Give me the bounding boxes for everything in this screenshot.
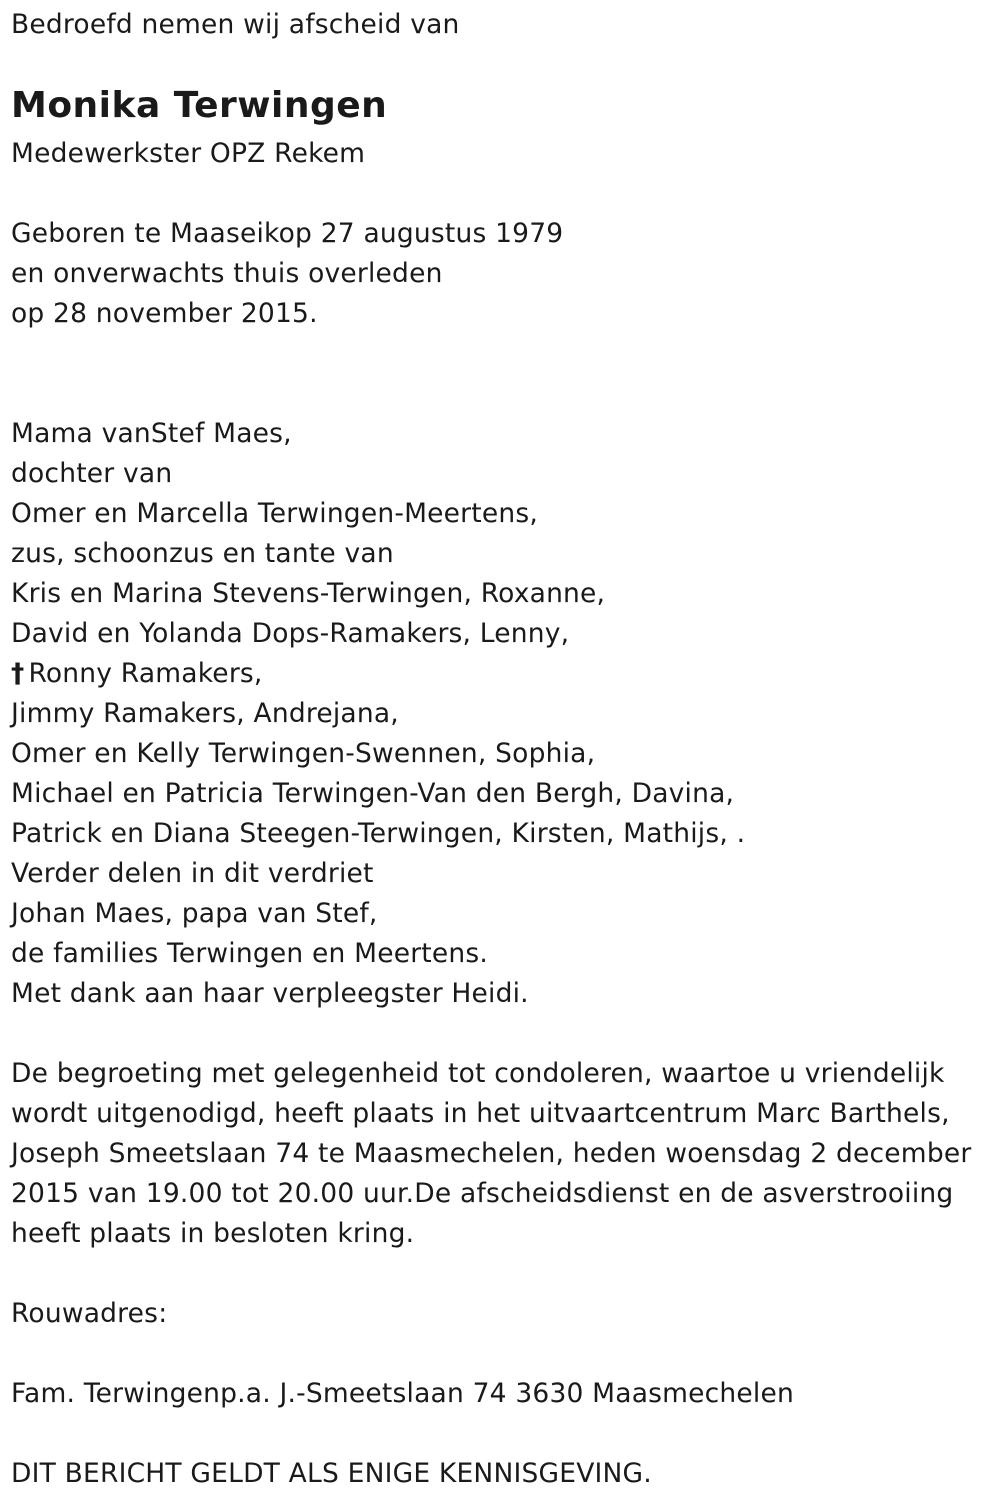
birth-death-block [11, 214, 563, 334]
family-line: Kris en Marina Stevens-Terwingen, Roxanne, [11, 578, 606, 609]
family-line: Johan Maes, papa van Stef, [11, 898, 378, 929]
mourning-address: Fam. Terwingenp.a. J.-Smeetslaan 74 3630 Maasmechelen [11, 1378, 794, 1409]
family-line: Mama vanStef Maes, [11, 418, 292, 449]
death-date-line: op 28 november 2015. [11, 298, 318, 329]
family-line: David en Yolanda Dops-Ramakers, Lenny, [11, 618, 570, 649]
family-line: Met dank aan haar verpleegster Heidi. [11, 978, 529, 1009]
family-line: Verder delen in dit verdriet [11, 858, 374, 889]
ceremony-line: wordt uitgenodigd, heeft plaats in het uitvaartcentrum Marc Barthels, [11, 1098, 950, 1129]
deceased-role: Medewerkster OPZ Rekem [11, 138, 366, 169]
address-label: Rouwadres: [11, 1298, 168, 1329]
family-block [11, 414, 745, 1014]
family-line: Omer en Marcella Terwingen-Meertens, [11, 498, 538, 529]
family-line: dochter van [11, 458, 173, 489]
family-line: de families Terwingen en Meertens. [11, 938, 489, 969]
ceremony-line: De begroeting met gelegenheid tot condoleren, waartoe u vriendelijk [11, 1058, 945, 1089]
family-line-deceased [11, 654, 745, 694]
family-line: Omer en Kelly Terwingen-Swennen, Sophia, [11, 738, 596, 769]
family-line: Jimmy Ramakers, Andrejana, [11, 698, 399, 729]
notice-statement: DIT BERICHT GELDT ALS ENIGE KENNISGEVING. [11, 1458, 652, 1489]
family-line: Patrick en Diana Steegen-Terwingen, Kirsten, Mathijs, . [11, 818, 746, 849]
death-line: en onverwachts thuis overleden [11, 258, 443, 289]
ceremony-line: Joseph Smeetslaan 74 te Maasmechelen, heden woensdag 2 december [11, 1138, 972, 1169]
birth-line: Geboren te Maaseikop 27 augustus 1979 [11, 218, 564, 249]
family-line: Michael en Patricia Terwingen-Van den Bergh, Davina, [11, 778, 735, 809]
family-line: zus, schoonzus en tante van [11, 538, 394, 569]
ceremony-line: 2015 van 19.00 tot 20.00 uur.De afscheidsdienst en de asverstrooiing [11, 1178, 954, 1209]
deceased-relative-name: Ronny Ramakers, [28, 658, 263, 689]
deceased-name: Monika Terwingen [11, 85, 388, 126]
ceremony-line: heeft plaats in besloten kring. [11, 1218, 415, 1249]
intro-text: Bedroefd nemen wij afscheid van [11, 9, 460, 40]
ceremony-block [11, 1054, 971, 1254]
cross-icon: † [11, 658, 25, 689]
